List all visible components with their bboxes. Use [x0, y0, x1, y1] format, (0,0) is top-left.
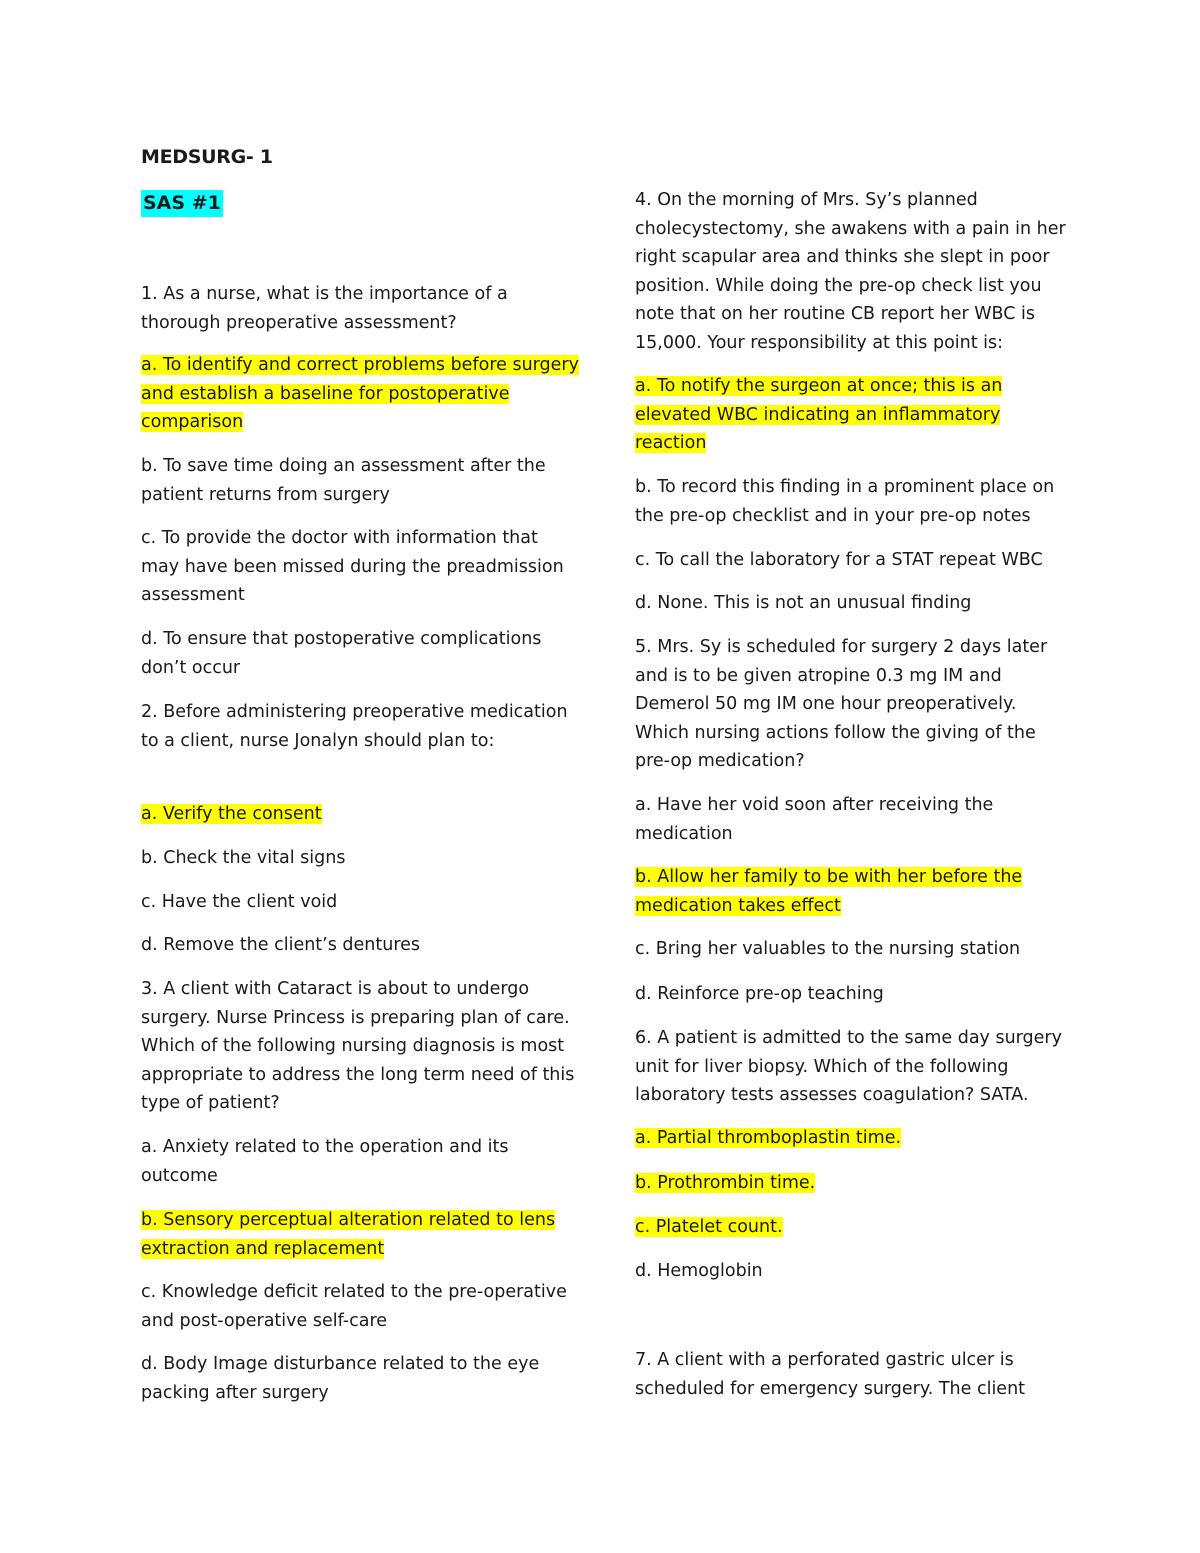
question-4: 4. On the morning of Mrs. Sy’s planned cholecystectomy, she awakens with a pain in her right scapular area and thinks she slept in poor position. While doing the pre-op check list you note that on her routine CB report her WBC is 15,000. Your responsibility at this point is: [635, 190, 1066, 353]
q1-option-a-answer [141, 351, 581, 437]
answer-highlight: a. To identify and correct problems before surgery and establish a baseline for postoperative comparison [141, 355, 579, 432]
question-6: 6. A patient is admitted to the same day surgery unit for liver biopsy. Which of the following laboratory tests assesses coagulation? SATA. [635, 1028, 1062, 1105]
answer-highlight: a. To notify the surgeon at once; this is an elevated WBC indicating an inflammatory reaction [635, 376, 1003, 453]
q2-option-b: b. Check the vital signs [141, 848, 346, 868]
q2-option-c: c. Have the client void [141, 892, 338, 912]
answer-highlight: b. Prothrombin time. [635, 1173, 816, 1193]
answer-highlight: b. Allow her family to be with her before the medication takes effect [635, 867, 1023, 916]
q3-option-b-answer [141, 1206, 581, 1263]
q1-option-d: d. To ensure that postoperative complications don’t occur [141, 629, 542, 678]
q6-option-c-answer [635, 1213, 1075, 1242]
answer-highlight: a. Verify the consent [141, 804, 322, 824]
answer-highlight: c. Platelet count. [635, 1217, 783, 1237]
q2-option-d: d. Remove the client’s dentures [141, 935, 421, 955]
q2-option-a-answer [141, 800, 581, 829]
answer-highlight: a. Partial thromboplastin time. [635, 1128, 902, 1148]
q3-option-a: a. Anxiety related to the operation and its outcome [141, 1137, 509, 1186]
question-5: 5. Mrs. Sy is scheduled for surgery 2 days later and is to be given atropine 0.3 mg IM and Demerol 50 mg IM one hour preoperatively. Which nursing actions follow the giving of the pre-op medication? [635, 637, 1048, 771]
q4-option-a-answer [635, 372, 1075, 458]
q6-option-d: d. Hemoglobin [635, 1261, 763, 1281]
q6-option-b-answer [635, 1169, 1075, 1198]
question-2: 2. Before administering preoperative medication to a client, nurse Jonalyn should plan to: [141, 702, 568, 751]
question-7: 7. A client with a perforated gastric ulcer is scheduled for emergency surgery. The client [635, 1350, 1026, 1399]
q5-option-c: c. Bring her valuables to the nursing station [635, 939, 1021, 959]
question-3: 3. A client with Cataract is about to undergo surgery. Nurse Princess is preparing plan of care. Which of the following nursing diagnosis is most appropriate to address the long term need of this type of patient? [141, 979, 575, 1113]
question-1: 1. As a nurse, what is the importance of a thorough preoperative assessment? [141, 284, 508, 333]
q1-option-b: b. To save time doing an assessment after the patient returns from surgery [141, 456, 546, 505]
q5-option-a: a. Have her void soon after receiving the medication [635, 795, 994, 844]
q5-option-d: d. Reinforce pre-op teaching [635, 984, 884, 1004]
document-title: MEDSURG- 1 [141, 146, 273, 168]
q3-option-d: d. Body Image disturbance related to the eye packing after surgery [141, 1354, 540, 1403]
q1-option-c: c. To provide the doctor with information that may have been missed during the preadmission assessment [141, 528, 564, 605]
q4-option-b: b. To record this finding in a prominent place on the pre-op checklist and in your pre-op notes [635, 477, 1055, 526]
q3-option-c: c. Knowledge deficit related to the pre-operative and post-operative self-care [141, 1282, 567, 1331]
q4-option-d: d. None. This is not an unusual finding [635, 593, 972, 613]
sas-tag-line [141, 189, 581, 219]
q4-option-c: c. To call the laboratory for a STAT repeat WBC [635, 550, 1043, 570]
q5-option-b-answer [635, 863, 1075, 920]
q6-option-a-answer [635, 1124, 1075, 1153]
answer-highlight: b. Sensory perceptual alteration related to lens extraction and replacement [141, 1210, 556, 1259]
sas-tag: SAS #1 [141, 190, 223, 217]
